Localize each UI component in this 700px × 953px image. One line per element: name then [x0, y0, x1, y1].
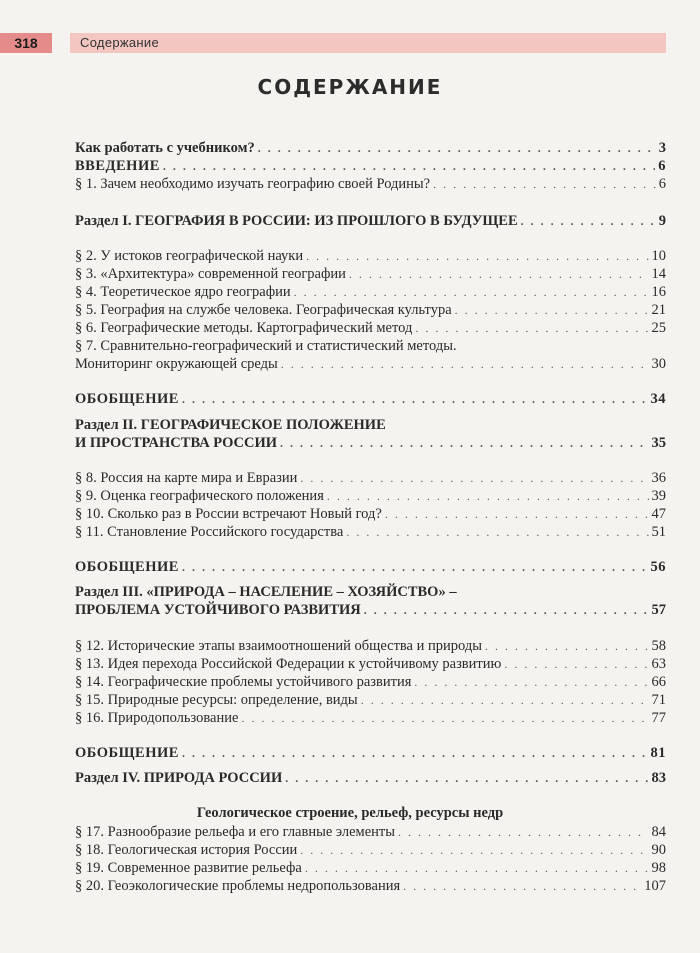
leader-dots	[364, 601, 649, 619]
toc-entry[interactable]	[75, 877, 666, 895]
toc-entry[interactable]	[75, 487, 666, 505]
toc-entry-label: ОБОБЩЕНИЕ	[75, 559, 179, 575]
toc-entry-label: И ПРОСТРАНСТВА РОССИИ	[75, 435, 278, 451]
subsection-heading: Геологическое строение, рельеф, ресурсы недр	[196, 805, 504, 821]
toc-entry-page: 63	[651, 656, 666, 672]
toc-entry-label: ВВЕДЕНИЕ	[75, 158, 160, 174]
toc-entry-label: § 9. Оценка географического положения	[75, 488, 324, 504]
toc-entry-label: § 5. География на службе человека. Географическая культура	[75, 302, 452, 318]
toc-entry-page: 3	[658, 140, 666, 156]
toc-entry-page: 21	[651, 302, 666, 318]
toc-entry-page: 84	[651, 824, 666, 840]
toc-entry-label: § 13. Идея перехода Российской Федерации к устойчивому развитию	[75, 656, 502, 672]
toc-entry-page: 83	[651, 770, 666, 786]
toc-entry-page: 34	[650, 391, 666, 407]
toc-entry[interactable]	[75, 558, 666, 576]
leader-dots	[398, 823, 649, 841]
toc-entry-page: 47	[651, 506, 666, 522]
leader-dots	[414, 673, 648, 691]
toc-entry-label: § 20. Геоэкологические проблемы недропользования	[75, 878, 401, 894]
leader-dots	[241, 709, 648, 727]
toc-entry-label: § 7. Сравнительно-географический и статистический методы.	[75, 338, 457, 354]
toc-entry[interactable]	[75, 523, 666, 541]
toc-entry-label: § 15. Природные ресурсы: определение, виды	[75, 692, 358, 708]
toc-entry-page: 25	[651, 320, 666, 336]
toc-entry-label: Мониторинг окружающей среды	[75, 356, 278, 372]
toc-entry-label: § 12. Исторические этапы взаимоотношений общества и природы	[75, 638, 482, 654]
leader-dots	[305, 859, 649, 877]
toc-entry-label: ПРОБЛЕМА УСТОЙЧИВОГО РАЗВИТИЯ	[75, 602, 361, 618]
toc-entry-label: § 1. Зачем необходимо изучать географию своей Родины?	[75, 176, 431, 192]
running-header	[0, 33, 666, 53]
page-number: 318	[0, 33, 52, 53]
toc-entry-page: 6	[658, 158, 666, 174]
toc-entry-page: 57	[651, 602, 666, 618]
toc-entry-label: Раздел I. ГЕОГРАФИЯ В РОССИИ: ИЗ ПРОШЛОГО В БУДУЩЕЕ	[75, 213, 518, 229]
running-title: Содержание	[70, 33, 666, 53]
toc-entry-page: 39	[651, 488, 666, 504]
toc-entry-page: 10	[651, 248, 666, 264]
toc-entry-page: 36	[651, 470, 666, 486]
leader-dots	[346, 523, 648, 541]
toc-entry-page: 98	[651, 860, 666, 876]
toc-entry-label: § 10. Сколько раз в России встречают Новый год?	[75, 506, 382, 522]
toc-entry[interactable]	[75, 175, 666, 193]
toc-entry-page: 81	[650, 745, 666, 761]
leader-dots	[433, 175, 656, 193]
toc-entry-line[interactable]	[75, 583, 666, 601]
toc-entry-line[interactable]	[75, 337, 666, 355]
leader-dots	[300, 841, 648, 859]
toc-entry-page: 90	[651, 842, 666, 858]
toc-entry-label: Раздел III. «ПРИРОДА – НАСЕЛЕНИЕ – ХОЗЯЙСТВО» –	[75, 584, 457, 600]
toc-entry[interactable]	[75, 469, 666, 487]
toc-entry-label: ОБОБЩЕНИЕ	[75, 391, 179, 407]
leader-dots	[281, 355, 649, 373]
toc-entry-page: 35	[651, 435, 666, 451]
toc-entry[interactable]	[75, 637, 666, 655]
toc-entry[interactable]	[75, 744, 666, 762]
toc-entry-label: § 18. Геологическая история России	[75, 842, 298, 858]
toc-entry-page: 71	[651, 692, 666, 708]
leader-dots	[280, 434, 648, 452]
toc-entry[interactable]	[75, 139, 666, 157]
toc-entry[interactable]	[75, 601, 666, 619]
toc-entry-page: 56	[650, 559, 666, 575]
leader-dots	[455, 301, 649, 319]
leader-dots	[385, 505, 649, 523]
leader-dots	[182, 558, 648, 576]
leader-dots	[521, 212, 656, 230]
toc-entry[interactable]	[75, 859, 666, 877]
toc-entry-page: 51	[651, 524, 666, 540]
leader-dots	[415, 319, 648, 337]
toc-entry-page: 6	[658, 176, 666, 192]
toc-entry-label: ОБОБЩЕНИЕ	[75, 745, 179, 761]
toc-entry-label: Раздел II. ГЕОГРАФИЧЕСКОЕ ПОЛОЖЕНИЕ	[75, 417, 386, 433]
toc-entry[interactable]	[75, 691, 666, 709]
leader-dots	[258, 139, 656, 157]
toc-entry[interactable]	[75, 283, 666, 301]
toc-entry-page: 77	[651, 710, 666, 726]
leader-dots	[300, 469, 648, 487]
toc-entry-label: § 19. Современное развитие рельефа	[75, 860, 302, 876]
leader-dots	[504, 655, 648, 673]
leader-dots	[485, 637, 649, 655]
toc-entry[interactable]	[75, 301, 666, 319]
toc-entry[interactable]	[75, 355, 666, 373]
leader-dots	[285, 769, 648, 787]
leader-dots	[327, 487, 649, 505]
leader-dots	[163, 157, 655, 175]
toc-entry-label: § 16. Природопользование	[75, 710, 239, 726]
toc-entry[interactable]	[75, 212, 666, 230]
toc-entry-page: 14	[651, 266, 666, 282]
toc-entry-page: 9	[658, 213, 666, 229]
toc-entry[interactable]	[75, 655, 666, 673]
leader-dots	[182, 390, 648, 408]
toc-entry-label: § 17. Разнообразие рельефа и его главные элементы	[75, 824, 395, 840]
toc-entry-label: § 11. Становление Российского государства	[75, 524, 344, 540]
leader-dots	[306, 247, 648, 265]
toc-entry-label: Раздел IV. ПРИРОДА РОССИИ	[75, 770, 283, 786]
toc-entry[interactable]	[75, 434, 666, 452]
leader-dots	[349, 265, 649, 283]
toc-entry-label: § 8. Россия на карте мира и Евразии	[75, 470, 298, 486]
leader-dots	[403, 877, 641, 895]
toc-entry[interactable]	[75, 505, 666, 523]
toc-entry[interactable]	[75, 823, 666, 841]
leader-dots	[182, 744, 648, 762]
toc-entry-page: 58	[651, 638, 666, 654]
leader-dots	[294, 283, 649, 301]
toc-entry-page: 107	[644, 878, 666, 894]
toc-entry[interactable]	[75, 709, 666, 727]
toc-entry[interactable]	[75, 265, 666, 283]
toc-entry-label: § 3. «Архитектура» современной географии	[75, 266, 346, 282]
toc-entry-label: § 4. Теоретическое ядро географии	[75, 284, 291, 300]
toc-entry[interactable]	[75, 769, 666, 787]
toc-entry-label: § 14. Географические проблемы устойчивого развития	[75, 674, 412, 690]
toc-entry[interactable]	[75, 319, 666, 337]
toc-entry-label: § 2. У истоков географической науки	[75, 248, 304, 264]
leader-dots	[361, 691, 649, 709]
toc-entry-label: Как работать с учебником?	[75, 140, 255, 156]
page-title: СОДЕРЖАНИЕ	[257, 75, 443, 99]
toc-entry[interactable]	[75, 841, 666, 859]
toc-entry-page: 66	[651, 674, 666, 690]
toc-entry-page: 30	[651, 356, 666, 372]
toc-entry[interactable]	[75, 673, 666, 691]
toc-entry-line[interactable]	[75, 416, 666, 434]
toc-entry-label: § 6. Географические методы. Картографический метод	[75, 320, 413, 336]
toc-entry[interactable]	[75, 247, 666, 265]
toc-entry-page: 16	[651, 284, 666, 300]
toc-entry[interactable]	[75, 157, 666, 175]
toc-entry[interactable]	[75, 390, 666, 408]
